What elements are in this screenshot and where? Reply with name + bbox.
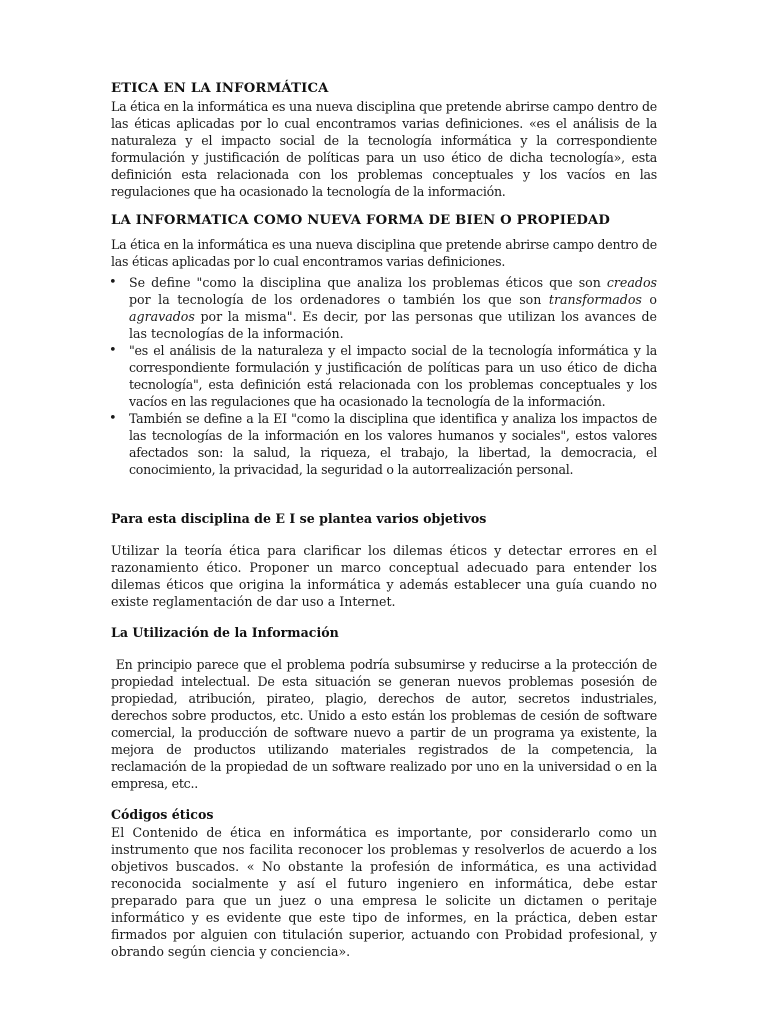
bullet2-text: "es el análisis de la naturaleza y el impacto social de la tecnología informática y la correspondiente formulación y justificación de políticas para un uso ético de dicha tecnología", esta definición está relacionada con los problemas conceptuales y los vacíos en las regulaciones que ha ocasionado la tecnología de la información.	[129, 343, 657, 409]
list-item	[111, 410, 657, 478]
codigos-paragraph: El Contenido de ética en informática es importante, por considerarlo como un instrumento que nos facilita reconocer los problemas y resolverlos de acuerdo a los objetivos buscados. « No obstante la profesión de informática, es una actividad reconocida socialmente y así el futuro ingeniero en informática, debe estar preparado para que un juez o una empresa le solicite un dictamen o peritaje informático y es evidente que este tipo de informes, en la práctica, deben estar firmados por alguien con titulación superior, actuando con Probidad profesional, y obrando según ciencia y conciencia».	[111, 825, 657, 959]
document-body	[109, 80, 661, 960]
bullet-marker: •	[109, 343, 117, 358]
bullet1-text-a: Se define "como la disciplina que analiza los problemas éticos que son	[129, 275, 607, 290]
definitions-list	[111, 274, 657, 478]
bullet1-emph-creados: creados	[606, 275, 657, 290]
intro-paragraph: La ética en la informática es una nueva disciplina que pretende abrirse campo dentro de las éticas aplicadas por lo cual encontramos varias definiciones. «es el análisis de la naturaleza y el impacto social de la tecnología informática y la correspondiente formulación y justificación de políticas para un uso ético de dicha tecnología», esta definición esta relacionada con los problemas conceptuales y los vacíos en las regulaciones que ha ocasionado la tecnología de la información.	[111, 99, 657, 199]
bullet-marker: •	[109, 411, 117, 426]
objetivos-paragraph: Utilizar la teoría ética para clarificar los dilemas éticos y detectar errores en el razonamiento ético. Proponer un marco conceptual adecuado para entender los dilemas éticos que origina la informática y además establecer una guía cuando no existe reglamentación de dar uso a Internet.	[111, 543, 657, 609]
utilizacion-paragraph: En principio parece que el problema podría subsumirse y reducirse a la protección de propiedad intelectual. De esta situación se generan nuevos problemas posesión de propiedad, atribución, pirateo, plagio, derechos de autor, secretos industriales, derechos sobre productos, etc. Unido a esto están los problemas de cesión de software comercial, la producción de software nuevo a partir de un programa ya existente, la mejora de productos utilizando materiales registrados de la competencia, la reclamación de la propiedad de un software realizado por uno en la universidad o en la empresa, etc..	[111, 657, 661, 791]
list-item	[111, 342, 657, 410]
bullet1-emph-transformados: transformados	[548, 292, 642, 307]
bullet-marker: •	[109, 275, 117, 290]
bullet1-text-e: o	[641, 292, 657, 307]
section-heading-propiedad: LA INFORMATICA COMO NUEVA FORMA DE BIEN O PROPIEDAD	[111, 213, 611, 228]
bullet1-emph-agravados: agravados	[129, 309, 195, 324]
bullet1-text-g: por la misma". Es decir, por las personas que utilizan los avances de las tecnologías de la información.	[129, 309, 657, 341]
page-title: ETICA EN LA INFORMÁTICA	[111, 81, 329, 96]
section-heading-objetivos: Para esta disciplina de E I se plantea varios objetivos	[111, 511, 487, 526]
section-heading-codigos: Códigos éticos	[111, 807, 214, 822]
bullet1-text-c: por la tecnología de los ordenadores o también los que son	[129, 292, 549, 307]
bullet3-text: También se define a la EI "como la disciplina que identifica y analiza los impactos de las tecnologías de la información en los valores humanos y sociales", estos valores afectados son: la salud, la riqueza, el trabajo, la libertad, la democracia, el conocimiento, la privacidad, la seguridad o la autorrealización personal.	[129, 411, 657, 477]
list-item	[111, 274, 657, 342]
section-heading-utilizacion: La Utilización de la Información	[111, 625, 339, 640]
propiedad-paragraph: La ética en la informática es una nueva disciplina que pretende abrirse campo dentro de las éticas aplicadas por lo cual encontramos varias definiciones.	[111, 237, 657, 269]
